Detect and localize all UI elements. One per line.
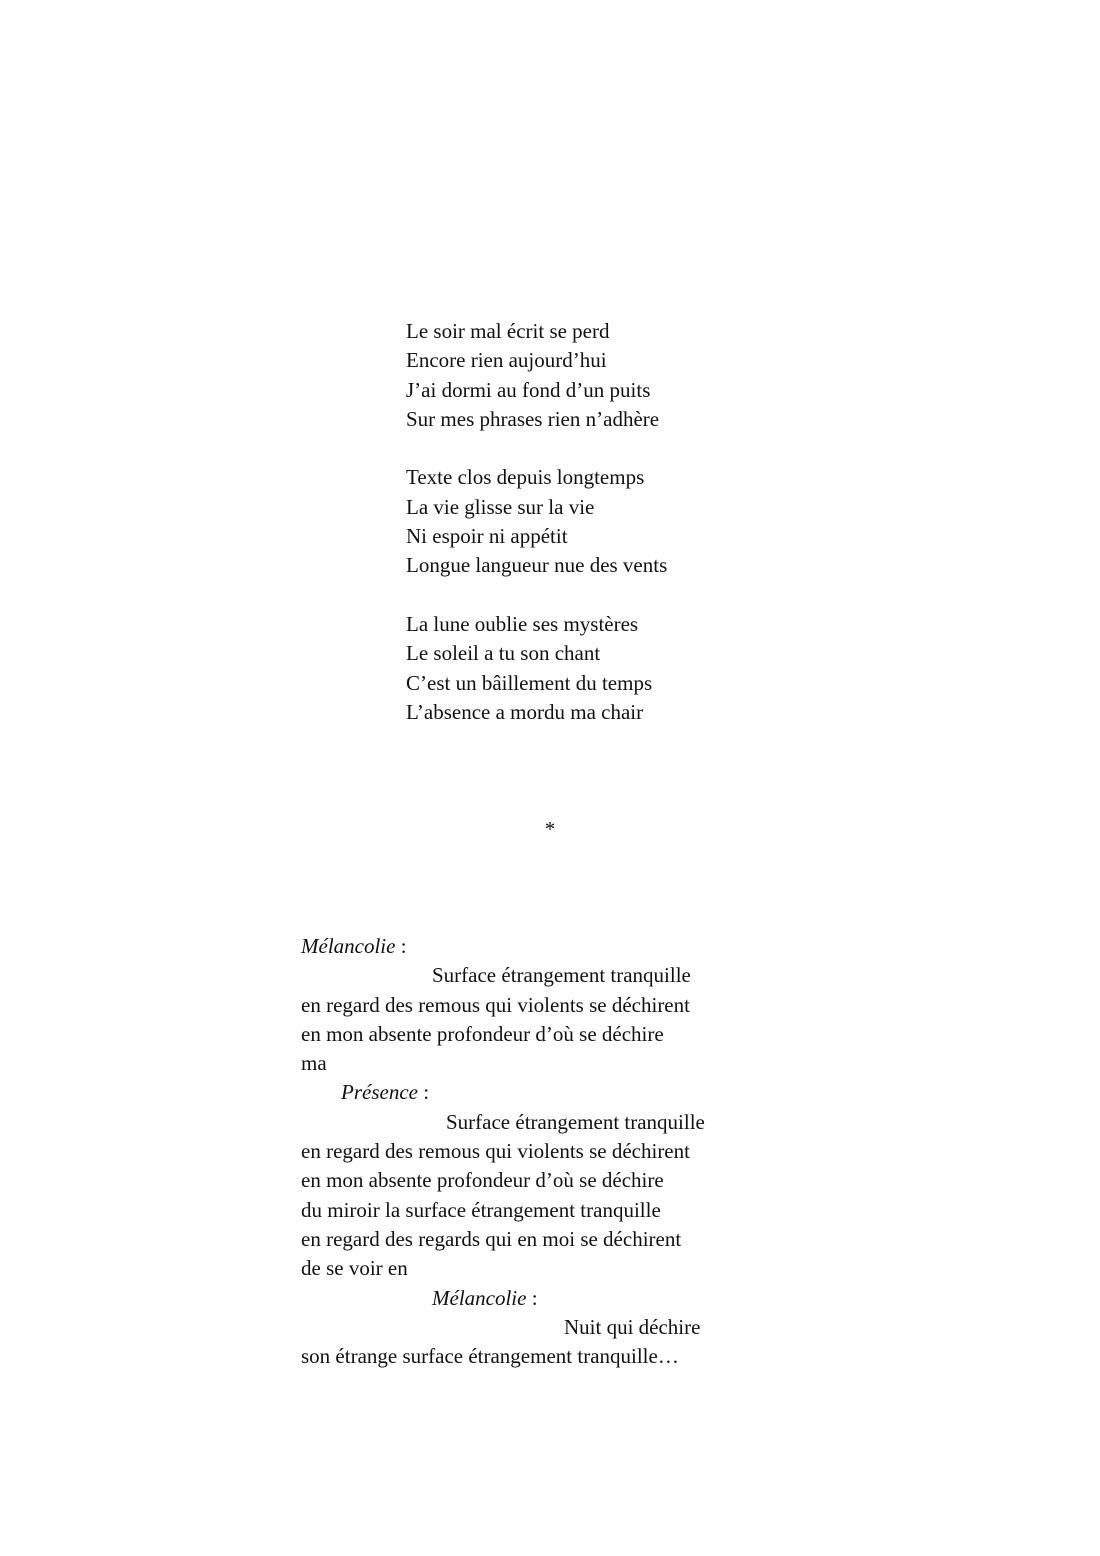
- line-text: Surface étrangement tranquille: [432, 963, 691, 988]
- italic-word: Mélancolie: [432, 1285, 527, 1310]
- prose-poem-line: [301, 1049, 705, 1078]
- stanza-1: [406, 317, 667, 434]
- line-text: :: [395, 934, 407, 958]
- line-text: en regard des remous qui violents se déchirent: [301, 992, 690, 1017]
- prose-poem-line: [301, 1254, 705, 1283]
- prose-poem-line: [301, 1166, 705, 1195]
- italic-word: Présence: [341, 1080, 418, 1105]
- poem-line: L’absence a mordu ma chair: [406, 699, 644, 724]
- prose-poem-line: [301, 1225, 705, 1254]
- line-text: du miroir la surface étrangement tranquille: [301, 1197, 661, 1222]
- poem-line: Encore rien aujourd’hui: [406, 348, 607, 373]
- line-text: en mon absente profondeur d’où se déchire: [301, 1168, 664, 1193]
- prose-poem-line: [301, 1313, 705, 1342]
- poem-line: La lune oublie ses mystères: [406, 611, 639, 636]
- section-separator: *: [544, 817, 556, 841]
- poem-line: C’est un bâillement du temps: [406, 670, 653, 695]
- line-text: son étrange surface étrangement tranquille…: [301, 1344, 679, 1369]
- line-text: de se voir en: [301, 1256, 408, 1281]
- poem-line: Ni espoir ni appétit: [406, 524, 568, 549]
- prose-poem-line: [301, 1020, 705, 1049]
- prose-poem-line: [301, 1196, 705, 1225]
- poem-line: Texte clos depuis longtemps: [406, 465, 645, 490]
- prose-poem-line: [301, 991, 705, 1020]
- poem-line: Longue langueur nue des vents: [406, 553, 668, 578]
- poem-line: J’ai dormi au fond d’un puits: [406, 377, 651, 402]
- stanza-2: [406, 463, 667, 580]
- line-text: en mon absente profondeur d’où se déchire: [301, 1021, 664, 1046]
- prose-poem-line: [301, 1108, 705, 1137]
- prose-poem-line: [301, 1137, 705, 1166]
- line-text: :: [526, 1285, 538, 1310]
- poem-line: Le soleil a tu son chant: [406, 641, 601, 666]
- line-text: en regard des remous qui violents se déchirent: [301, 1139, 690, 1164]
- line-text: :: [417, 1080, 430, 1105]
- italic-word: Mélancolie: [301, 934, 396, 958]
- line-text: Surface étrangement tranquille: [446, 1109, 705, 1134]
- poem-line: La vie glisse sur la vie: [406, 494, 595, 519]
- line-text: en regard des regards qui en moi se déchirent: [301, 1226, 682, 1251]
- line-text: Nuit qui déchire: [564, 1314, 701, 1339]
- poem: [406, 317, 667, 756]
- prose-poem-line: [301, 1284, 705, 1313]
- poem-line: Le soir mal écrit se perd: [406, 319, 610, 343]
- line-text: ma: [301, 1051, 327, 1076]
- prose-poem: [301, 932, 705, 1371]
- prose-poem-line: [301, 932, 705, 961]
- stanza-3: [406, 610, 667, 727]
- prose-poem-line: [301, 1078, 705, 1107]
- prose-poem-line: [301, 1342, 705, 1371]
- prose-poem-line: [301, 961, 705, 990]
- poem-line: Sur mes phrases rien n’adhère: [406, 406, 660, 431]
